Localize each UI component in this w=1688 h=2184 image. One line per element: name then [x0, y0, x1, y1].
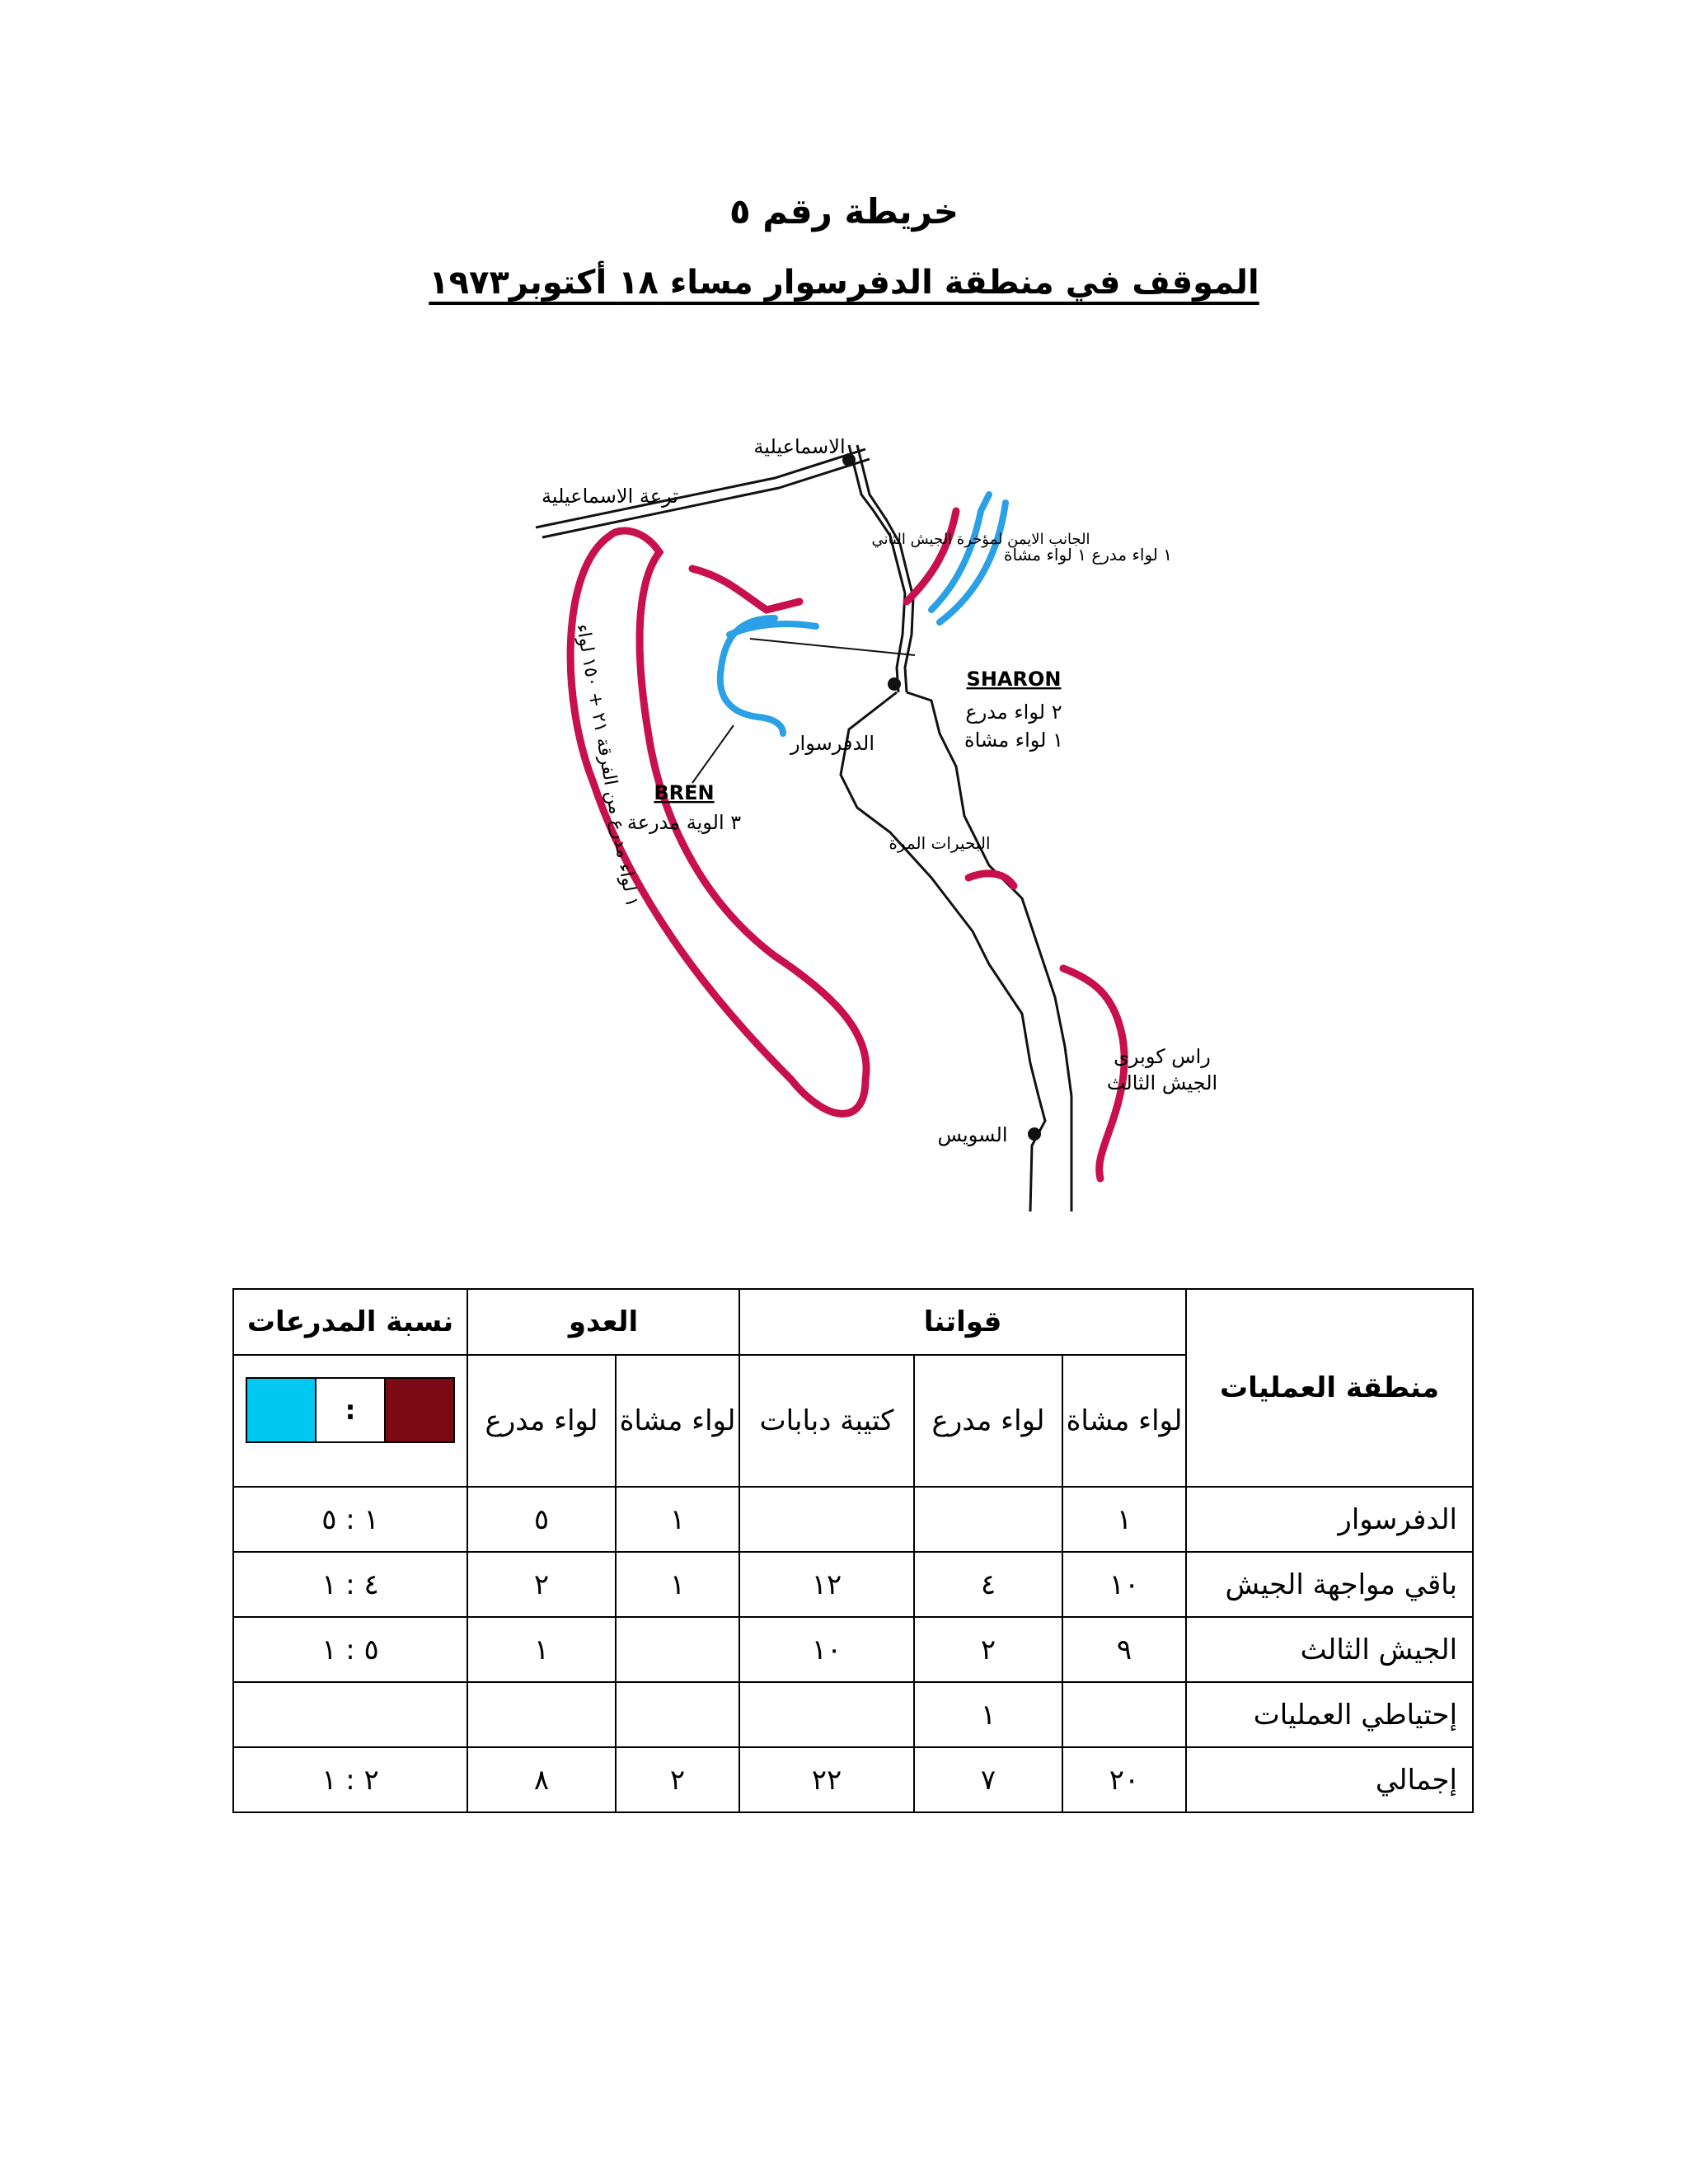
sub-ours-tank-bn: كتيبة دبابات: [739, 1355, 914, 1487]
cell-enemy-armored: [467, 1682, 616, 1747]
cell-enemy-infantry: ١: [616, 1487, 739, 1552]
cell-ratio: ٥ : ١: [233, 1617, 467, 1682]
sub-ours-infantry: لواء مشاة: [1062, 1355, 1186, 1487]
cell-ours-infantry: ١: [1062, 1487, 1186, 1552]
cell-enemy-armored: ٥: [467, 1487, 616, 1552]
cell-enemy-infantry: [616, 1682, 739, 1747]
label-ismailia: الاسماعيلية: [753, 435, 846, 458]
table-row: [233, 1747, 1473, 1812]
cell-area: الدفرسوار: [1186, 1487, 1473, 1552]
north-blue-2: [940, 503, 1006, 622]
label-third-army-2: الجيش الثالث: [1106, 1071, 1218, 1094]
operations-table: [232, 1288, 1474, 1813]
ratio-legend-cell: [233, 1355, 467, 1487]
cell-ratio: [233, 1682, 467, 1747]
cell-ratio: ١ : ٥: [233, 1487, 467, 1552]
suez-dot: [1028, 1127, 1041, 1141]
label-suez: السويس: [937, 1123, 1008, 1146]
header-area: منطقة العمليات: [1186, 1289, 1473, 1487]
cell-ours-armored: ٢: [914, 1617, 1062, 1682]
cell-ours-tank-bn: ٢٢: [739, 1747, 914, 1812]
label-third-army-1: راس كوبرى: [1114, 1045, 1211, 1068]
header-ours: قواتنا: [739, 1289, 1186, 1355]
legend-ours-swatch: [247, 1379, 315, 1441]
table-row: [233, 1682, 1473, 1747]
cell-ours-infantry: [1062, 1682, 1186, 1747]
label-west-force: ١ لواء مدرع من الفرقة ٢١ + ١٥٠ لواء: [571, 622, 642, 909]
cell-area: إجمالي: [1186, 1747, 1473, 1812]
table-row: [233, 1552, 1473, 1617]
cell-area: باقي مواجهة الجيش: [1186, 1552, 1473, 1617]
cell-ours-tank-bn: [739, 1682, 914, 1747]
ratio-legend: [246, 1377, 455, 1443]
north-red-arc: [692, 569, 799, 610]
cell-ratio: ٢ : ١: [233, 1747, 467, 1812]
cell-ours-infantry: ١٠: [1062, 1552, 1186, 1617]
suez-canal-east: [857, 445, 913, 692]
battle-map: [445, 420, 1253, 1212]
label-sharon-2: ١ لواء مشاة: [964, 729, 1063, 752]
table-row: [233, 1487, 1473, 1552]
suez-canal-west: [849, 445, 905, 692]
cell-enemy-infantry: ٢: [616, 1747, 739, 1812]
sub-ours-armored: لواء مدرع: [914, 1355, 1062, 1487]
cell-enemy-armored: ١: [467, 1617, 616, 1682]
cell-area: إحتياطي العمليات: [1186, 1682, 1473, 1747]
cell-ours-infantry: ٩: [1062, 1617, 1186, 1682]
table-row: [233, 1617, 1473, 1682]
header-enemy: العدو: [467, 1289, 739, 1355]
map-subtitle: [0, 264, 1688, 302]
cell-ours-armored: ٧: [914, 1747, 1062, 1812]
deversoir-dot: [888, 677, 901, 691]
label-sharon-1: ٢ لواء مدرع: [965, 701, 1062, 724]
legend-separator: :: [315, 1379, 386, 1441]
label-bitter-lake: البحيرات المرة: [889, 833, 991, 853]
label-bren: BREN: [654, 781, 715, 804]
cell-ratio: ٤ : ١: [233, 1552, 467, 1617]
cell-ours-tank-bn: ١٠: [739, 1617, 914, 1682]
label-deversoir: الدفرسوار: [790, 732, 875, 755]
sub-enemy-infantry: لواء مشاة: [616, 1355, 739, 1487]
cell-area: الجيش الثالث: [1186, 1617, 1473, 1682]
header-ratio: نسبة المدرعات: [233, 1289, 467, 1355]
label-north-flank: الجانب الايمن لمؤخرة الجيش الثاني: [871, 531, 1090, 548]
cell-enemy-armored: ٨: [467, 1747, 616, 1812]
legend-enemy-swatch: [386, 1379, 453, 1441]
label-sharon: SHARON: [966, 668, 1062, 691]
label-north-forces: ١ لواء مدرع ١ لواء مشاة: [1004, 545, 1172, 565]
cell-enemy-infantry: ١: [616, 1552, 739, 1617]
cell-ours-tank-bn: ١٢: [739, 1552, 914, 1617]
cell-ours-tank-bn: [739, 1487, 914, 1552]
cell-ours-armored: ٤: [914, 1552, 1062, 1617]
label-ismailia-canal: ترعة الاسماعيلية: [541, 485, 679, 508]
map-subtitle-text: الموقف في منطقة الدفرسوار مساء ١٨ أكتوبر١٩٧٣: [429, 264, 1259, 302]
cell-ours-armored: ١: [914, 1682, 1062, 1747]
sub-enemy-armored: لواء مدرع: [467, 1355, 616, 1487]
label-bren-force: ٣ الوية مدرعة: [626, 811, 742, 834]
map-title: خريطة رقم ٥: [729, 191, 959, 232]
cell-ours-infantry: ٢٠: [1062, 1747, 1186, 1812]
cell-enemy-armored: ٢: [467, 1552, 616, 1617]
cell-enemy-infantry: [616, 1617, 739, 1682]
cell-ours-armored: [914, 1487, 1062, 1552]
